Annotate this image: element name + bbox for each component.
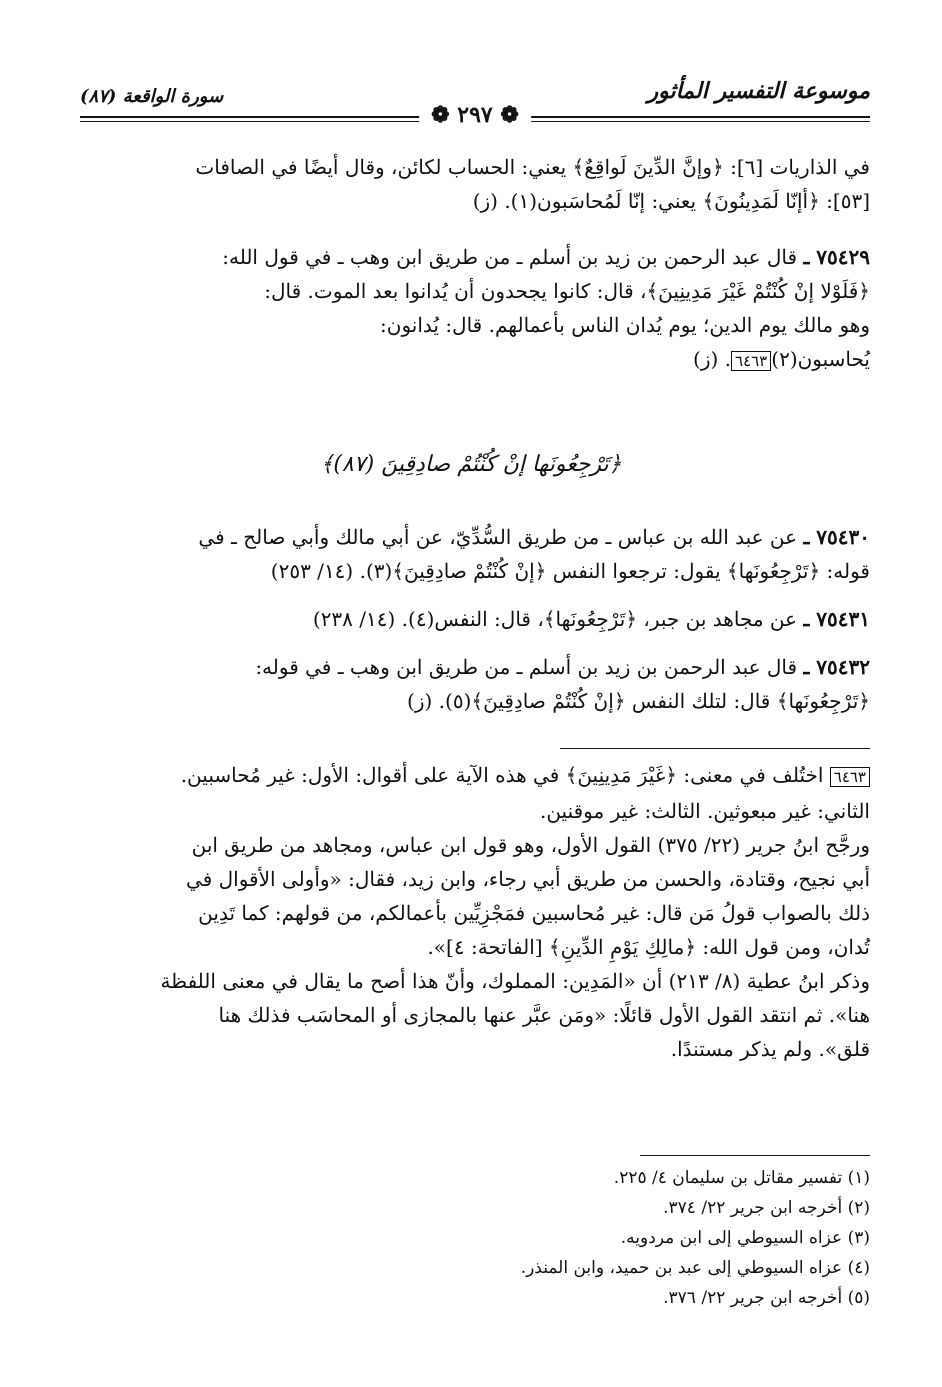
commentary-separator (560, 748, 870, 749)
text-line: في الذاريات [٦]: ﴿وإنَّ الدِّينَ لَواقِعٌ﴾ يعني: الحساب لكائن، وقال أيضًا في الصافات (195, 155, 870, 179)
text-line: تُدان، ومن قول الله: ﴿مالِكِ يَوْمِ الدِّينِ﴾ [الفاتحة: ٤]». (427, 935, 870, 959)
text-line: قوله: ﴿تَرْجِعُونَها﴾ يقول: ترجعوا النفس ﴿إنْ كُنْتُمْ صادِقِينَ﴾(٣). (١٤/ ٢٥٣) (270, 559, 870, 583)
entry-75432 (80, 650, 870, 718)
commentary-text: اختُلف في معنى: ﴿غَيْرَ مَدِينِينَ﴾ في هذه الآية على أقوال: الأول: غير مُحاسبين. (180, 763, 824, 787)
footnote: (١) تفسير مقاتل بن سليمان ٤/ ٢٢٥. (613, 1168, 870, 1188)
text-line: قلق». ولم يذكر مستندًا. (670, 1037, 870, 1061)
text-line: أبي نجيح، وقتادة، والحسن من طريق أبي رجاء، وابن زيد، فقال: «وأولى الأقوال في (186, 867, 870, 891)
entry-75430 (80, 520, 870, 588)
ornament-icon: ❁ (431, 102, 458, 128)
text-line (80, 650, 870, 684)
top-paragraph (80, 150, 870, 218)
entry-text: . (ز) (693, 347, 732, 371)
entry-label: ٧٥٤٣٠ ـ (803, 525, 870, 549)
footnote-separator (640, 1155, 870, 1156)
text-line: ذلك بالصواب قولُ مَن قال: غير مُحاسبين فمَجْزِيِّين بأعمالكم، من قولهم: كما تَدِين (198, 901, 870, 925)
entry-label: ٧٥٤٣٢ ـ (803, 655, 870, 679)
text-line (80, 602, 870, 636)
text-line: وهو مالك يوم الدين؛ يوم يُدان الناس بأعمالهم. قال: يُدانون: (380, 313, 870, 337)
ornament-icon: ❁ (492, 102, 519, 128)
entry-text: قال عبد الرحمن بن زيد بن أسلم ـ من طريق ابن وهب ـ في قول الله: (222, 245, 798, 269)
page-number-text: ٢٩٧ (457, 102, 493, 128)
text-line (80, 520, 870, 554)
text-line (80, 240, 870, 274)
text-line (80, 758, 870, 794)
commentary (80, 758, 870, 1066)
surah-title: سورة الواقعة (٨٧) (80, 86, 224, 107)
text-line: ورجَّح ابنُ جرير (٢٢/ ٣٧٥) القول الأول، وهو قول ابن عباس، ومجاهد من طريق ابن (191, 833, 870, 857)
entry-text: قال عبد الرحمن بن زيد بن أسلم ـ من طريق ابن وهب ـ في قوله: (255, 655, 798, 679)
text-line: ﴿فَلَوْلا إنْ كُنْتُمْ غَيْرَ مَدِينِينَ﴾، قال: كانوا يجحدون أن يُدانوا بعد الموت. قال: (264, 279, 870, 303)
entry-label: ٧٥٤٢٩ ـ (803, 245, 870, 269)
entry-text: يُحاسبون(٢) (771, 347, 870, 371)
footnote: (٢) أخرجه ابن جرير ٢٢/ ٣٧٤. (663, 1198, 870, 1218)
text-line (80, 342, 870, 378)
cross-ref-box: ٦٤٦٣ (731, 351, 771, 371)
entry-label: ٧٥٤٣١ ـ (803, 607, 870, 631)
footnotes (80, 1163, 870, 1313)
entry-text: عن عبد الله بن عباس ـ من طريق السُّدِّيّ، عن أبي مالك وأبي صالح ـ في (198, 525, 798, 549)
text-line: الثاني: غير مبعوثين. الثالث: غير موقنين. (539, 799, 870, 823)
text-line: ﴿تَرْجِعُونَها﴾ قال: لتلك النفس ﴿إنْ كُنْتُمْ صادِقِينَ﴾(٥). (ز) (407, 689, 870, 713)
entry-75431 (80, 602, 870, 636)
text-line: [٥٣]: ﴿أإنّا لَمَدِينُونَ﴾ يعني: إنّا لَمُحاسَبون(١). (ز) (472, 189, 870, 213)
entry-75429 (80, 240, 870, 378)
book-title: موسوعة التفسير المأثور (647, 78, 870, 104)
footnote: (٥) أخرجه ابن جرير ٢٢/ ٣٧٦. (663, 1288, 870, 1308)
page-header (80, 76, 870, 128)
text-line: هنا». ثم انتقد القول الأول قائلًا: «ومَن عبَّر عنها بالمجازى أو المحاسَب فذلك هنا (218, 1003, 870, 1027)
footnote: (٣) عزاه السيوطي إلى ابن مردويه. (620, 1228, 870, 1248)
page-number (419, 102, 531, 128)
cross-ref-box: ٦٤٦٣ (830, 767, 870, 787)
entry-text: عن مجاهد بن جبر، ﴿تَرْجِعُونَها﴾، قال: النفس(٤). (١٤/ ٢٣٨) (312, 607, 798, 631)
text-line: وذكر ابنُ عطية (٨/ ٢١٣) أن «المَدِين: المملوك، وأنّ هذا أصح ما يقال في معنى اللفظة (160, 969, 870, 993)
verse-heading: ﴿تَرْجِعُونَها إنْ كُنْتُمْ صادِقِينَ (٨٧)﴾ (320, 452, 622, 477)
footnote: (٤) عزاه السيوطي إلى عبد بن حميد، وابن المنذر. (520, 1258, 870, 1278)
